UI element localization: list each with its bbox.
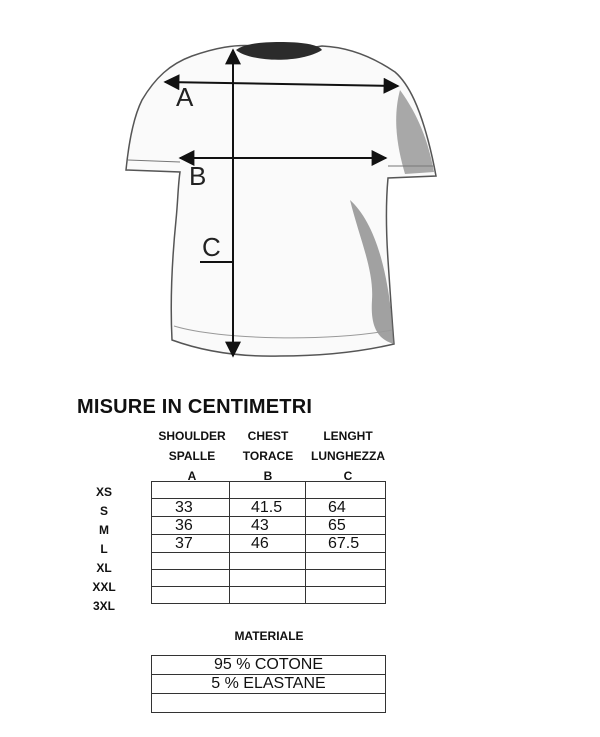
row-label-xl: XL	[96, 561, 112, 575]
table-row	[152, 499, 386, 517]
material-line	[152, 694, 386, 713]
cell-shoulder: 37	[152, 535, 230, 553]
column-header-line1: SHOULDER	[158, 429, 226, 443]
table-row	[152, 535, 386, 553]
cell-shoulder	[152, 482, 230, 499]
column-header-line2: LUNGHEZZA	[311, 449, 385, 463]
row-label-l: L	[100, 542, 108, 556]
column-header-letter: C	[343, 469, 353, 483]
column-header-letter: B	[263, 469, 273, 483]
label-c: C	[202, 232, 221, 262]
material-line: 95 % COTONE	[152, 656, 386, 675]
cell-chest	[230, 553, 306, 570]
column-header-letter: A	[187, 469, 197, 483]
material-line: 5 % ELASTANE	[152, 675, 386, 694]
row-label-s: S	[99, 504, 108, 518]
cell-shoulder	[152, 587, 230, 604]
row-label-xxl: XXL	[92, 580, 116, 594]
label-a: A	[176, 82, 194, 112]
cell-shoulder: 36	[152, 517, 230, 535]
column-header-line2: TORACE	[242, 449, 294, 463]
material-title-text: MATERIALE	[234, 629, 304, 643]
cell-length	[306, 482, 386, 499]
cell-chest: 46	[230, 535, 306, 553]
row-label-xs: XS	[95, 485, 112, 499]
column-header-line1: CHEST	[247, 429, 289, 443]
table-row	[152, 675, 386, 694]
column-header-line2: SPALLE	[168, 449, 216, 463]
column-header-line1: LENGHT	[323, 429, 373, 443]
cell-chest	[230, 587, 306, 604]
table-row	[152, 553, 386, 570]
cell-length	[306, 587, 386, 604]
cell-shoulder	[152, 553, 230, 570]
cell-chest: 41.5	[230, 499, 306, 517]
cell-shoulder: 33	[152, 499, 230, 517]
table-row	[152, 656, 386, 675]
row-label-m: M	[99, 523, 109, 537]
table-row	[152, 587, 386, 604]
row-label-3xl: 3XL	[92, 599, 115, 613]
table-row	[152, 517, 386, 535]
table-row	[152, 570, 386, 587]
cell-length: 65	[306, 517, 386, 535]
material-table	[151, 655, 386, 713]
cell-chest	[230, 482, 306, 499]
cell-length	[306, 553, 386, 570]
cell-chest: 43	[230, 517, 306, 535]
column-header-length	[302, 426, 394, 486]
size-chart-title: MISURE IN CENTIMETRI	[77, 396, 313, 418]
label-b: B	[189, 161, 207, 191]
column-header-chest	[222, 426, 314, 486]
cell-length	[306, 570, 386, 587]
cell-length: 64	[306, 499, 386, 517]
table-row	[152, 482, 386, 499]
cell-chest	[230, 570, 306, 587]
cell-shoulder	[152, 570, 230, 587]
table-row	[152, 694, 386, 713]
size-table	[151, 481, 386, 604]
cell-length: 67.5	[306, 535, 386, 553]
